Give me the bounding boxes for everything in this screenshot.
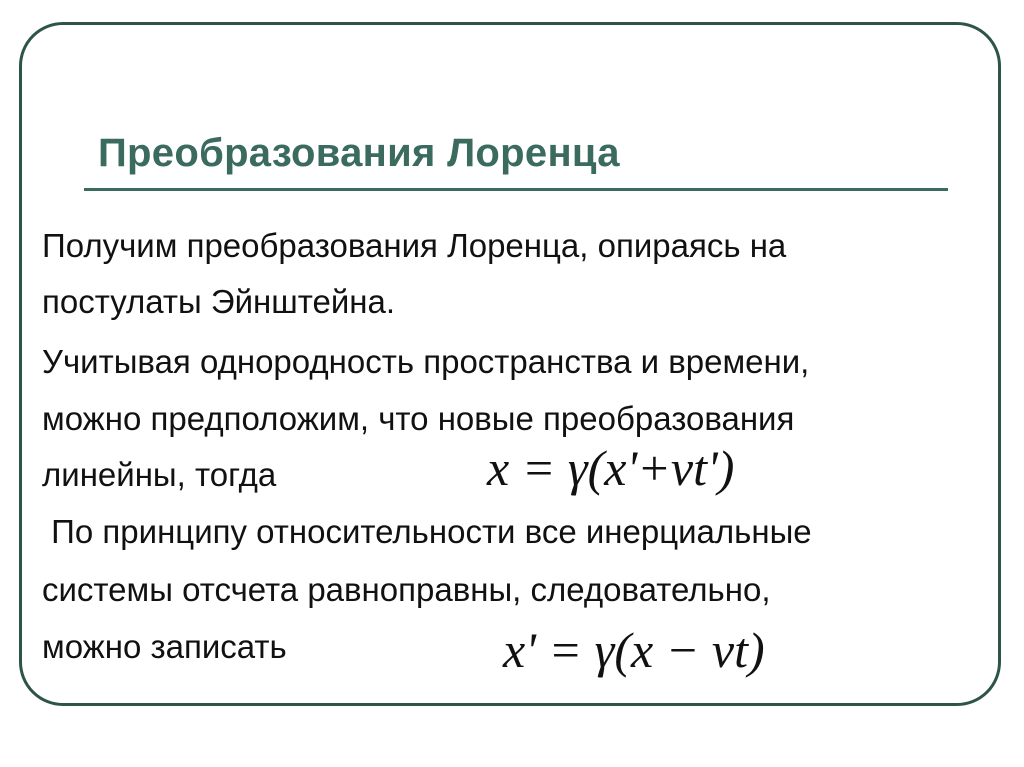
body-line: можно записать: [42, 628, 287, 665]
body-line: Получим преобразования Лоренца, опираясь на: [42, 227, 787, 264]
body-line: По принципу относительности все инерциальные: [42, 513, 812, 550]
body-line: постулаты Эйнштейна.: [42, 283, 395, 320]
body-line: системы отсчета равноправны, следовательно,: [42, 571, 771, 608]
body-line: Учитывая однородность пространства и времени,: [42, 343, 810, 380]
body-line: линейны, тогда: [42, 456, 277, 493]
title-underline: [84, 188, 948, 191]
lorentz-formula-x-prime: x' = γ(x − vt): [503, 622, 765, 678]
slide-title: Преобразования Лоренца: [98, 131, 620, 175]
lorentz-formula-x: x = γ(x'+vt'): [487, 440, 735, 496]
body-line: можно предположим, что новые преобразования: [42, 400, 795, 437]
